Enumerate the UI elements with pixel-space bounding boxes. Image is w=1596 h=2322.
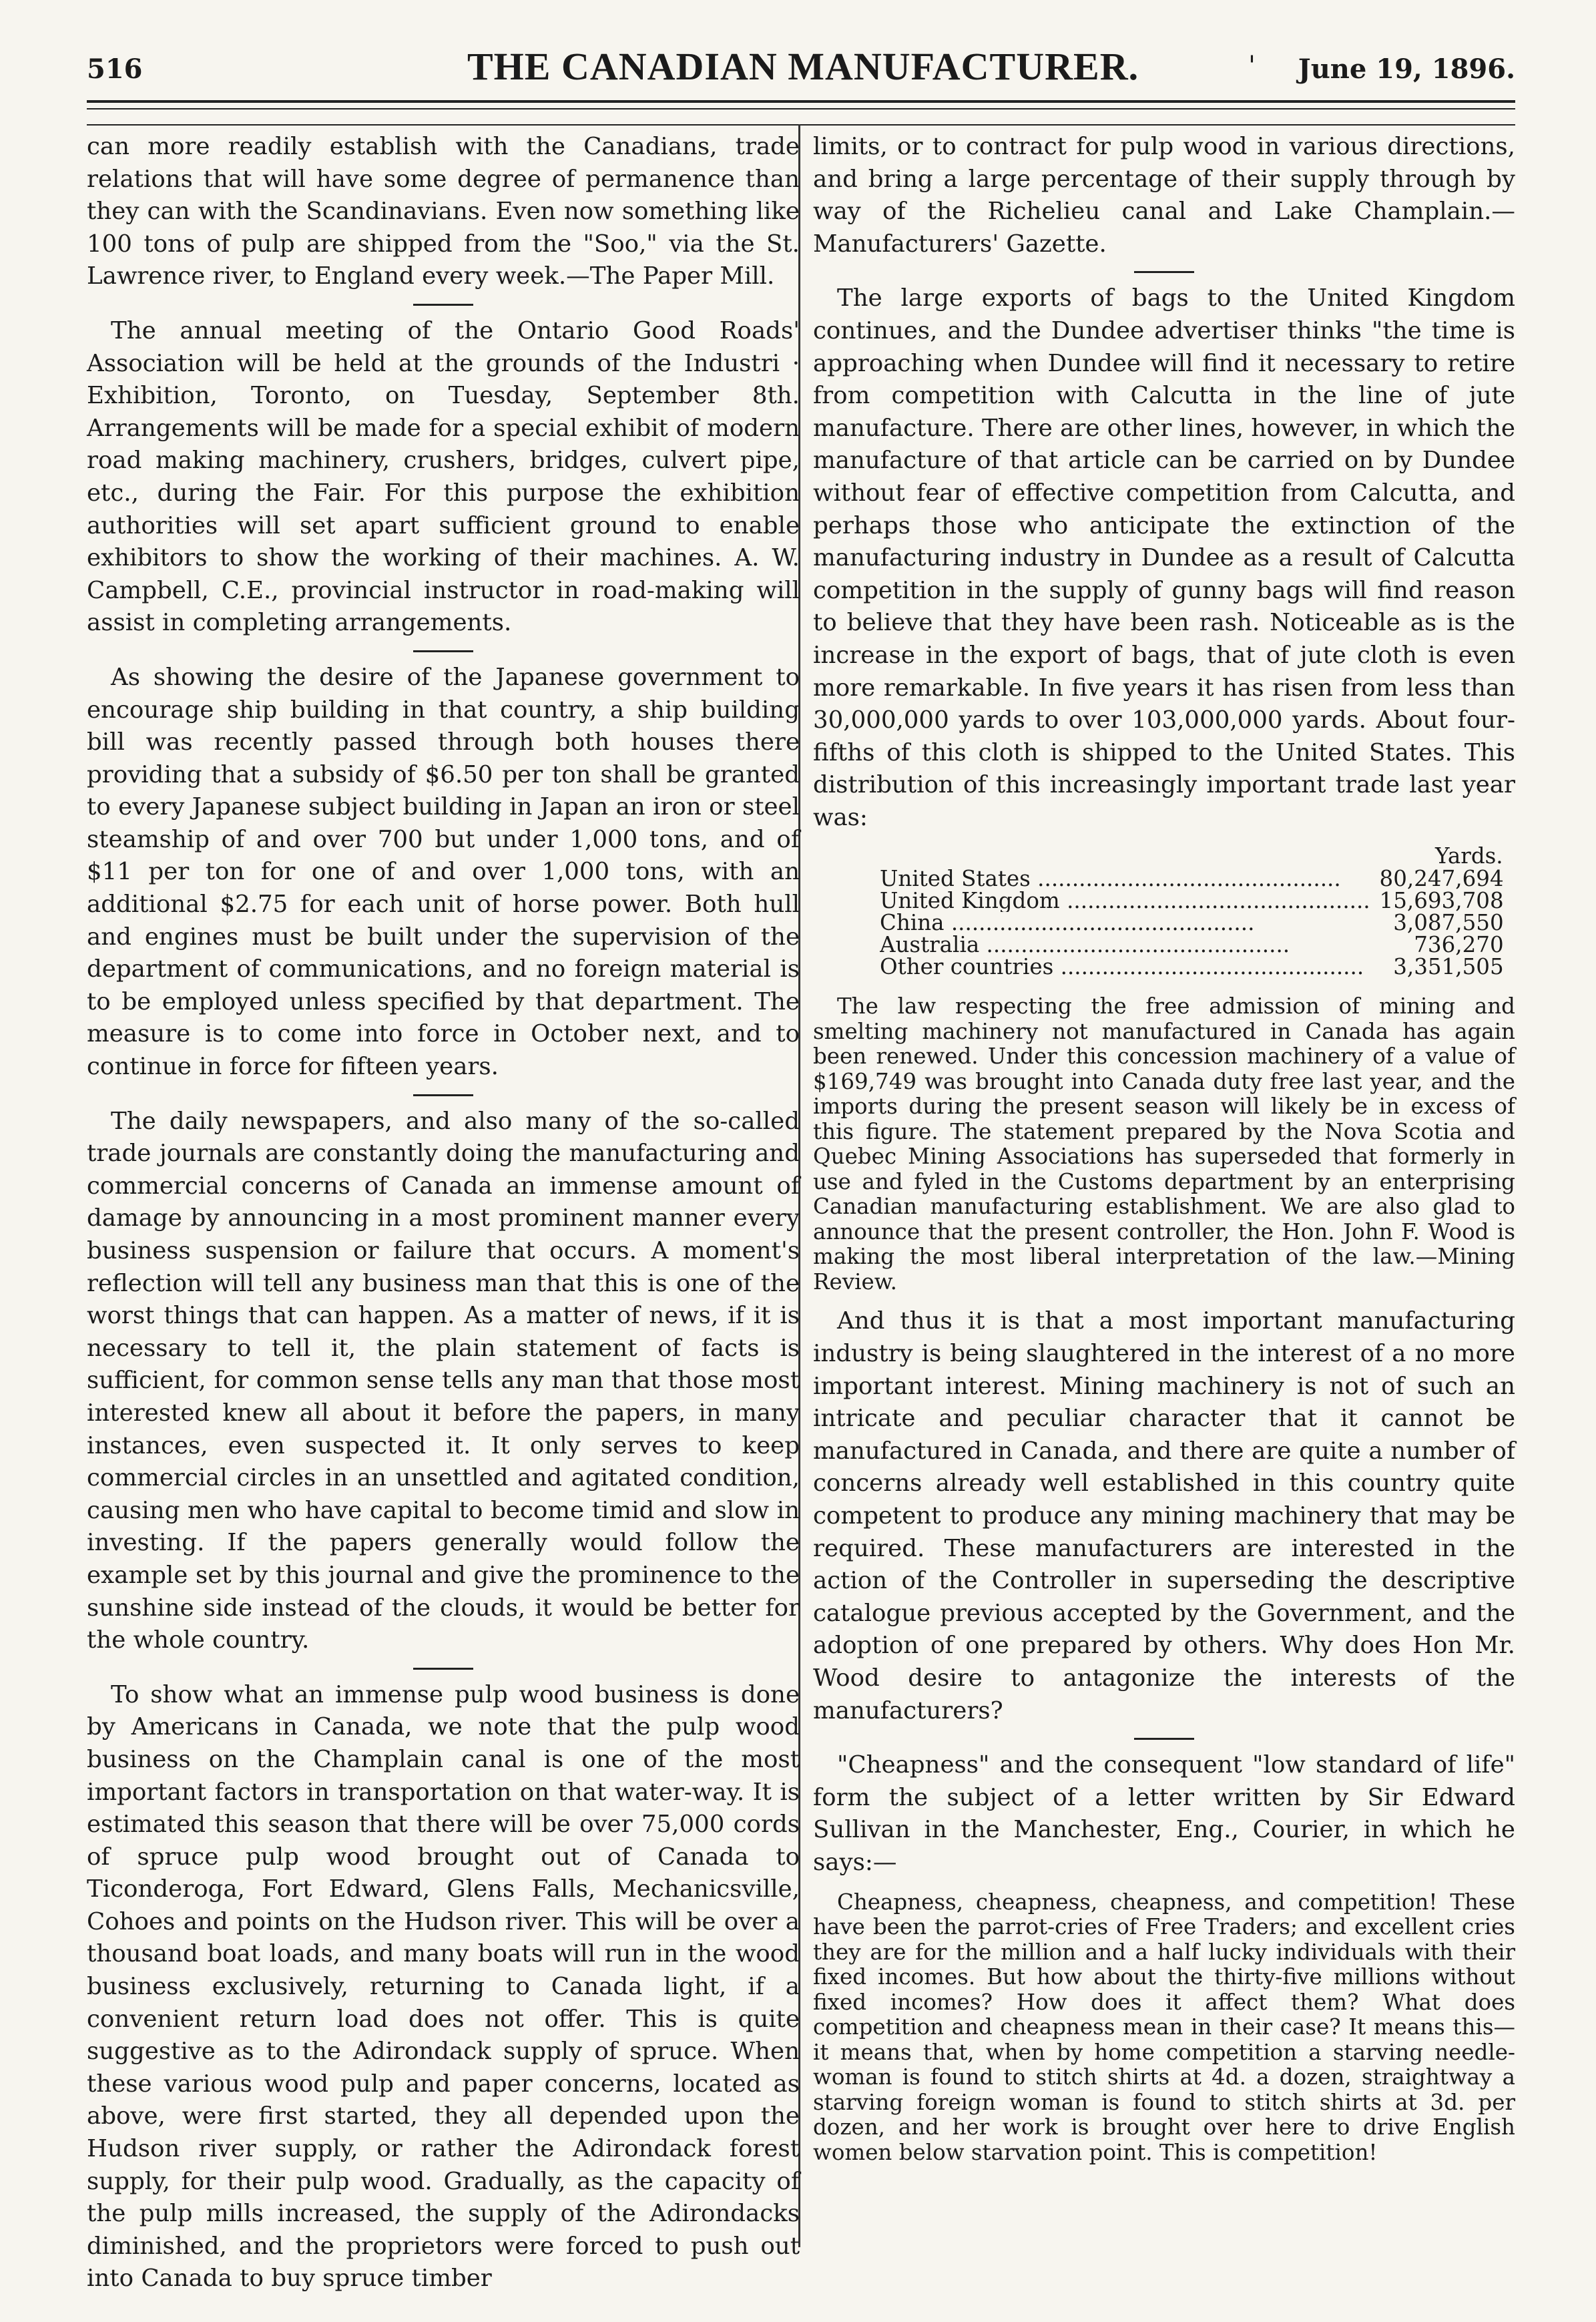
header-rule-thick (87, 100, 1515, 103)
article-mining-industry: And thus it is that a most important manufacturing industry is being slaughtered in the interest of a no more important interest. Mining machinery is not of such an intricate and peculiar character that it cannot be manufactured in Canada, and there are quite a number of concerns already well established in this country quite competent to produce any mining machinery that may be required. These manufacturers are interested in the action of the Controller in superseding the descriptive catalogue previous accepted by the Government, and the adoption of one prepared by others. Why does Hon Mr. Wood desire to antagonize the interests of the manufacturers? (813, 1307, 1515, 1724)
article-separator (413, 650, 473, 652)
table-yards: 736,270 (1414, 932, 1504, 958)
article-pulp-wood: To show what an immense pulp wood business is done by Americans in Canada, we note that the pulp wood business on the Champlain canal is one of the most important factors in transportation on that water-way. It is estimated this season that there will be over 75,000 cords of spruce pulp wood brought out of Canada to Ticonderoga, Fort Edward, Glens Falls, Mechanicsville, Cohoes and points on the Hudson river. This will be over a thousand boat loads, and many boats will run in the wood business exclusively, returning to Canada light, if a convenient return load does not offer. This is quite suggestive as to the Adirondack supply of spruce. When these various wood pulp and paper concerns, located as above, were first started, they all depended upon the Hudson river supply, or rather the Adirondack forest supply, for their pulp wood. Gradually, as the capacity of the pulp mills increased, the supply of the Adirondacks diminished, and the proprietors were forced to push out into Canada to buy spruce timber (87, 1680, 800, 2293)
article-jute-exports: The large exports of bags to the United Kingdom continues, and the Dundee advertiser thinks "the time is approaching when Dundee will find it necessary to retire from competition with Calcutta in the line of jute manufacture. There are other lines, however, in which the manufacture of that article can be carried on by Dundee without fear of effective competition from Calcutta, and perhaps those who anticipate the extinction of the manufacturing industry in Dundee as a result of Calcutta competition in the supply of gunny bags will find reason to believe that they have been rash. Noticeable as is the increase in the export of bags, that of jute cloth is even more remarkable. In five years it has risen from less than 30,000,000 yards to over 103,000,000 yards. About four-fifths of this cloth is shipped to the United States. This distribution of this increasingly important trade last year was: (813, 284, 1515, 831)
page-header (87, 41, 1515, 95)
table-row: Australia ............................................ 736,270 (880, 932, 1504, 958)
header-rule-thin (87, 108, 1515, 109)
article-cheapness-quote: Cheapness, cheapness, cheapness, and competition! These have been the parrot-cries of Free Traders; and excellent cries they are for the million and a half lucky individuals with their fixed incomes. But how about the thirty-five millions without fixed incomes? How does it affect them? What does competition and cheapness mean in their case? It means this—it means that, when by home competition a starving needle-woman is found to stitch shirts at 4d. a dozen, straightway a starving foreign woman is found to stitch shirts at 3d. per dozen, and her work is brought over here to drive English women below starvation point. This is competition! (813, 1889, 1515, 2165)
table-country: Australia (880, 934, 980, 957)
article-separator (413, 1094, 473, 1096)
table-yards: 3,351,505 (1393, 954, 1504, 980)
table-yards: 80,247,694 (1379, 866, 1504, 892)
header-mark: ' (1248, 51, 1256, 81)
article-separator (413, 304, 473, 306)
publication-title: THE CANADIAN MANUFACTURER. (467, 45, 1139, 88)
table-row: United Kingdom ............................................ 15,693,708 (880, 888, 1504, 914)
issue-date: June 19, 1896. (1298, 53, 1515, 85)
article-separator (1134, 1738, 1194, 1740)
article-separator (1134, 271, 1194, 273)
table-row: United States ............................................ 80,247,694 (880, 866, 1504, 892)
article-mining-machinery: The law respecting the free admission of mining and smelting machinery not manufactured in Canada has again been renewed. Under this concession machinery of a value of $169,749 was brought into Canada duty free last year, and the imports during the present season will likely be in excess of this figure. The statement prepared by the Nova Scotia and Quebec Mining Associations has superseded that formerly in use and fyled in the Customs department by an enterprising Canadian manufacturing establishment. We are also glad to announce that the present controller, the Hon. John F. Wood is making the most liberal interpretation of the law.—Mining Review. (813, 993, 1515, 1295)
table-unit-header: Yards. (1434, 843, 1503, 869)
table-country: Other countries (880, 956, 1054, 979)
column-top-rule (87, 124, 1515, 126)
page-number: 516 (87, 53, 143, 85)
table-row: Other countries ............................................ 3,351,505 (880, 954, 1504, 980)
right-column (813, 131, 1515, 2176)
table-yards: 3,087,550 (1393, 910, 1504, 936)
article-good-roads: The annual meeting of the Ontario Good Roads' Association will be held at the grounds of the Industri · Exhibition, Toronto, on Tuesday, September 8th. Arrangements will be made for a special exhibit of modern road making machinery, crushers, bridges, culvert pipe, etc., during the Fair. For this purpose the exhibition authorities will set apart sufficient ground to enable exhibitors to show the working of their machines. A. W. Campbell, C.E., provincial instructor in road-making will assist in completing arrangements. (87, 316, 800, 637)
article-paper-mill-continued: can more readily establish with the Canadians, trade relations that will have some degree of permanence than they can with the Scandinavians. Even now something like 100 tons of pulp are shipped from the "Soo," via the St. Lawrence river, to England every week.—The Paper Mill. (87, 133, 800, 290)
article-cheapness-intro: "Cheapness" and the consequent "low standard of life" form the subject of a letter written by Sir Edward Sullivan in the Manchester, Eng., Courier, in which he says:— (813, 1751, 1515, 1876)
article-japanese-shipbuilding: As showing the desire of the Japanese government to encourage ship building in that country, a ship building bill was recently passed through both houses there providing that a subsidy of $6.50 per ton shall be granted to every Japanese subject building in Japan an iron or steel steamship of and over 700 but under 1,000 tons, and of $11 per ton for one of and over 1,000 tons, with an additional $2.75 for each unit of horse power. Both hull and engines must be built under the supervision of the department of communications, and no foreign material is to be employed unless specified by that department. The measure is to come into force in October next, and to continue in force for fifteen years. (87, 663, 800, 1081)
left-column (87, 131, 800, 2306)
article-daily-newspapers: The daily newspapers, and also many of the so-called trade journals are constantly doing the manufacturing and commercial concerns of Canada an immense amount of damage by announcing in a most prominent manner every business suspension or failure that occurs. A moment's reflection will tell any business man that this is one of the worst things that can happen. As a matter of news, if it is necessary to tell it, the plain statement of facts is sufficient, for common sense tells any man that those most interested knew all about it before the papers, in many instances, even suspected it. It only serves to keep commercial circles in an unsettled and agitated condition, causing men who have capital to become timid and slow in investing. If the papers generally would follow the example set by this journal and give the prominence to the sunshine side instead of the clouds, it would be better for the whole country. (87, 1107, 800, 1654)
article-pulp-wood-continued: limits, or to contract for pulp wood in various directions, and bring a large percentage of their supply through by way of the Richelieu canal and Lake Champlain.—Manufacturers' Gazette. (813, 133, 1515, 258)
table-row: China ............................................ 3,087,550 (880, 910, 1504, 936)
article-separator (413, 1668, 473, 1670)
table-country: China (880, 912, 945, 935)
table-yards: 15,693,708 (1379, 888, 1504, 914)
jute-trade-table (880, 845, 1504, 978)
table-country: United Kingdom (880, 890, 1060, 913)
table-country: United States (880, 868, 1031, 891)
